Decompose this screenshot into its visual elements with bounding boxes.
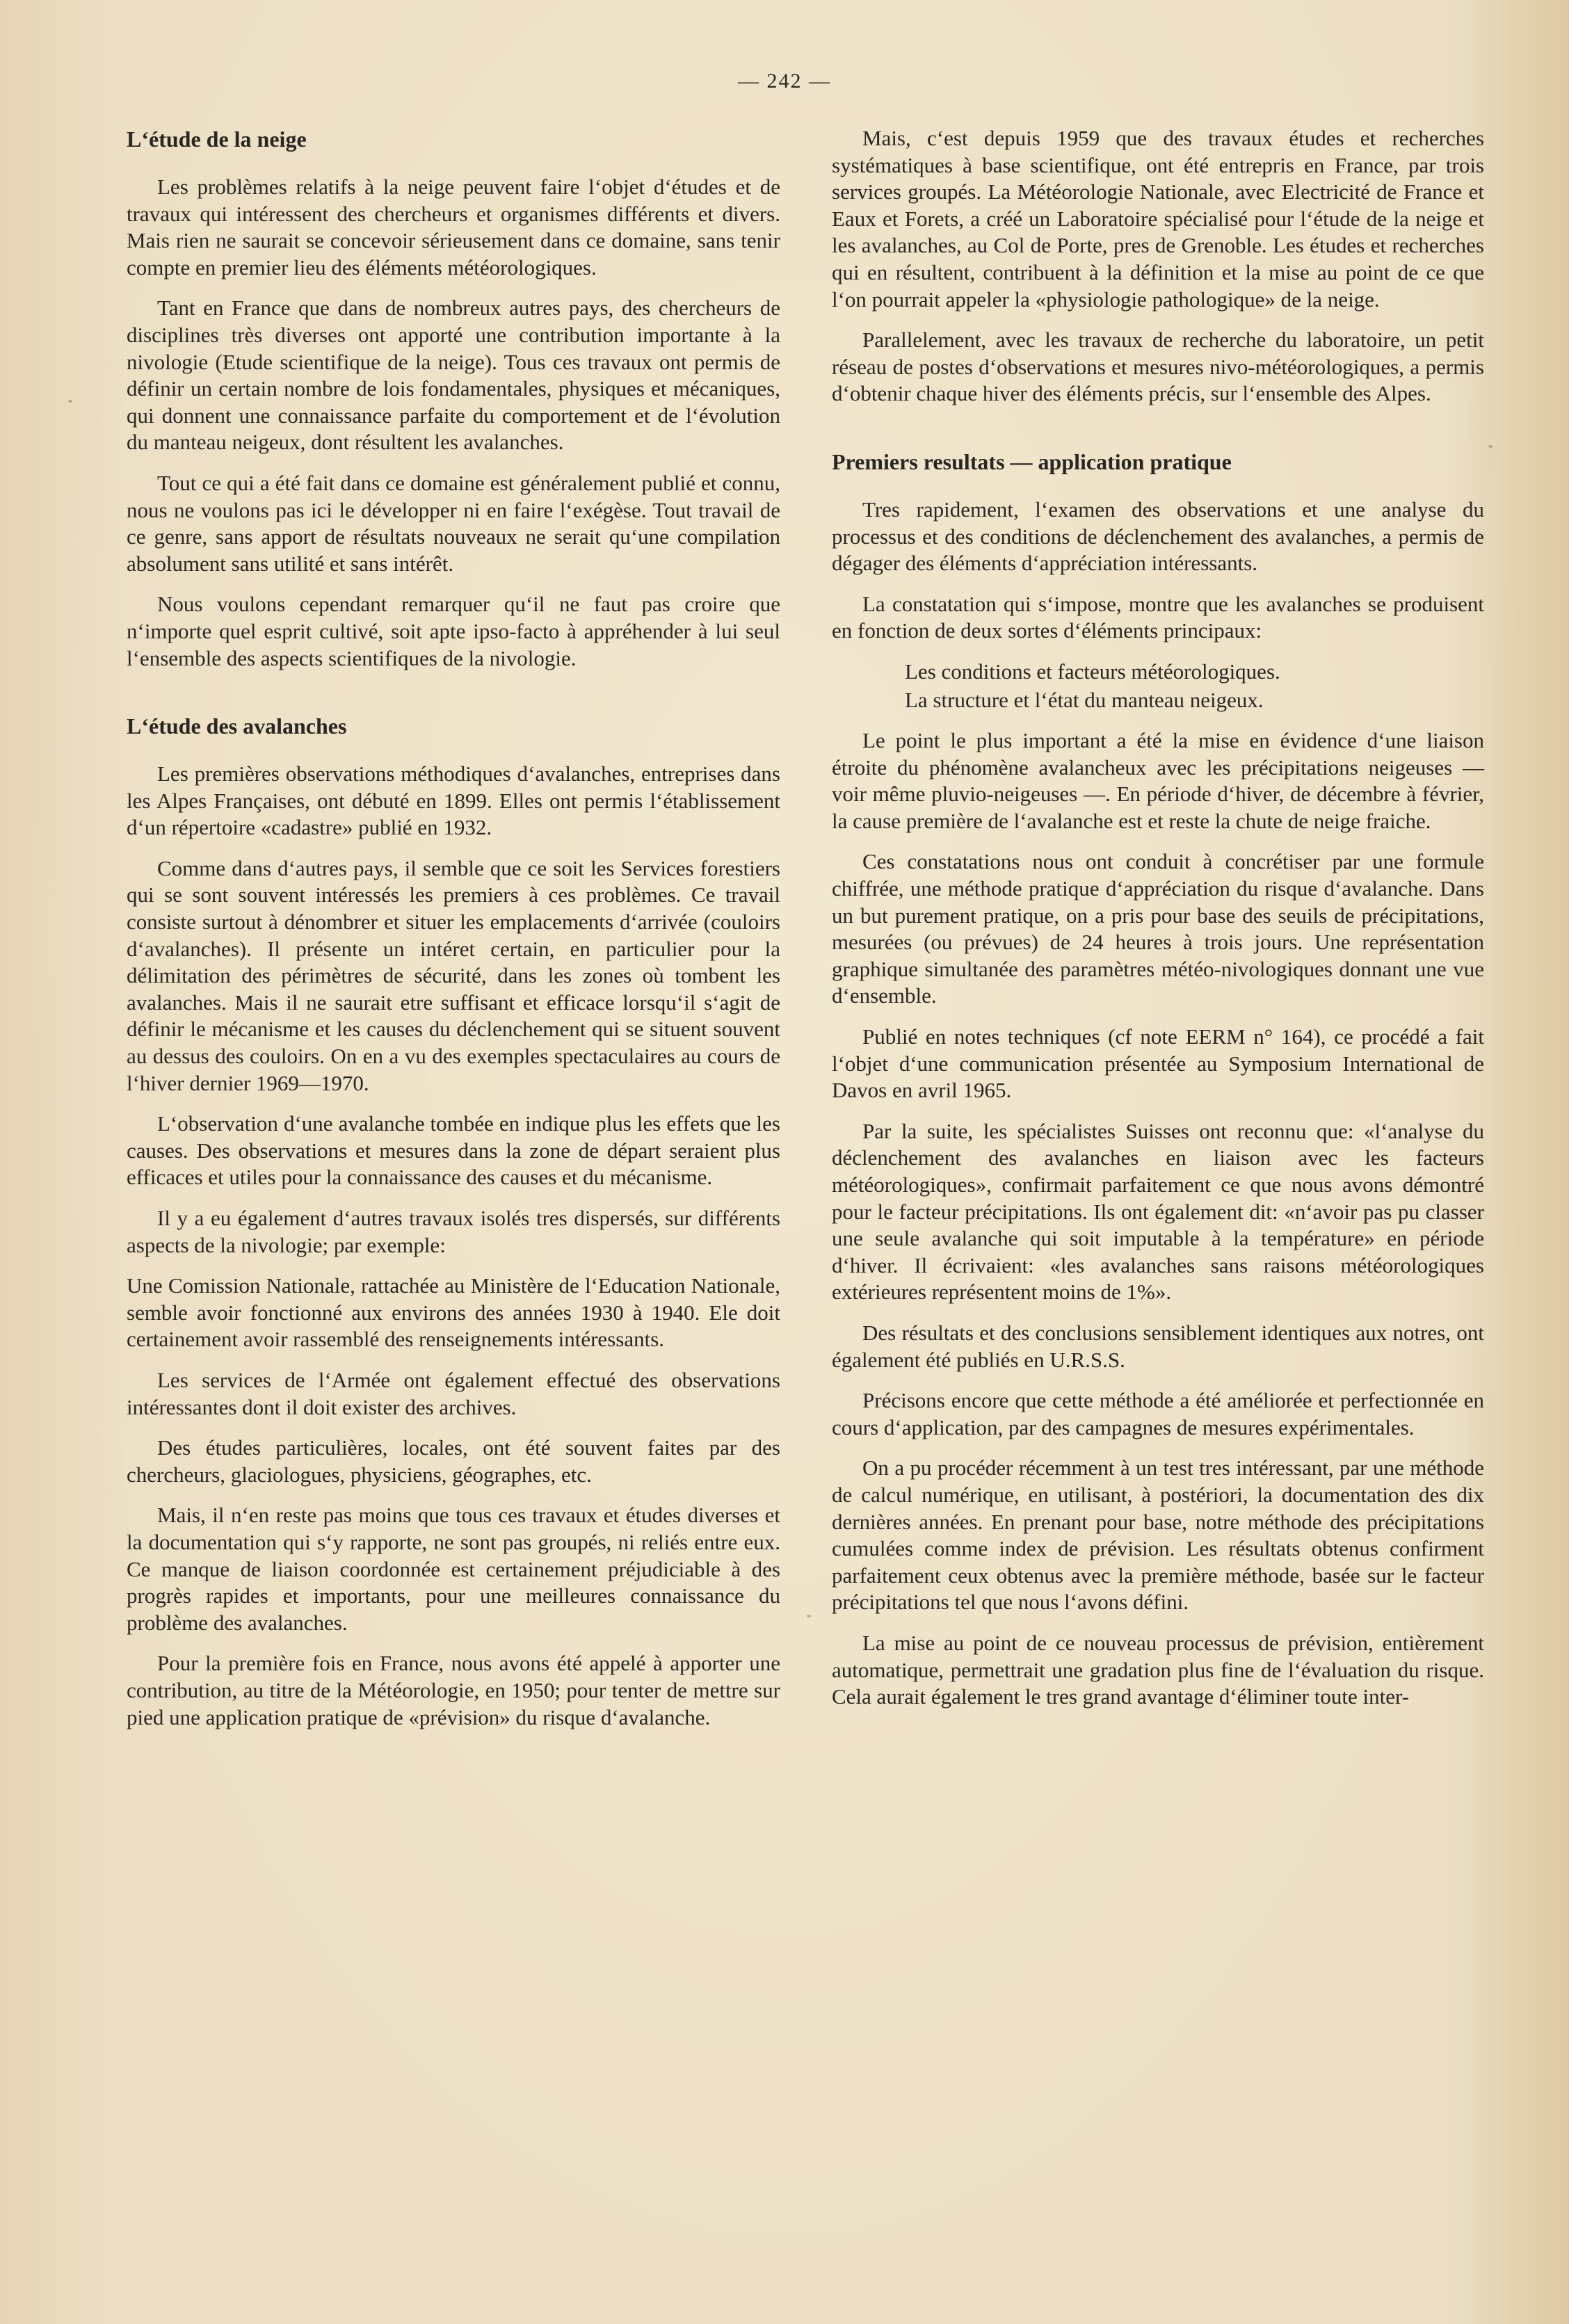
paragraph: Tres rapidement, l‘examen des observations et une analyse du processus et des conditions de déclenchement des avalanches, a permis de dégager des éléments d‘appréciation intéressants. [832,497,1484,576]
paragraph: Mais, c‘est depuis 1959 que des travaux études et recherches systématiques à base scientifique, ont été entrepris en France, par trois services groupés. La Météorologie Nationale, avec Electricité de France et Eaux et Forets, a créé un Laboratoire spécialisé pour l‘étude de la neige et les avalanches, au Col de Porte, pres de Grenoble. Les études et recherches qui en résultent, contribuent à la définition et la mise au point de ce que l‘on pourrait appeler la «physiologie pathologique» de la neige. [832,126,1484,312]
page-number: — 242 — [738,70,831,92]
paragraph: Parallelement, avec les travaux de recherche du laboratoire, un petit réseau de postes d‘observations et mesures nivo-météorologiques, a permis d‘obtenir chaque hiver des éléments précis, sur l‘ensemble des Alpes. [832,328,1484,406]
list-item: La structure et l‘état du manteau neigeux. [905,687,1264,712]
paper-speck [807,1615,811,1617]
section-heading-resultats: Premiers resultats — application pratique [832,449,1232,474]
right-column [832,125,1484,1725]
paragraph: Une Comission Nationale, rattachée au Ministère de l‘Education Nationale, semble avoir fonctionné aux environs des années 1930 à 1940. Ele doit certainement avoir rassemblé des renseignements intéressants. [127,1273,780,1352]
paragraph: Nous voulons cependant remarquer qu‘il ne faut pas croire que n‘importe quel esprit cultivé, soit apte ipso-facto à appréhender à lui seul l‘ensemble des aspects scientifiques de la nivologie. [127,592,780,670]
paragraph: Les services de l‘Armée ont également effectué des observations intéressantes dont il doit exister des archives. [127,1367,780,1419]
paper-speck [68,400,72,403]
paragraph: La constatation qui s‘impose, montre que les avalanches se produisent en fonction de deux sortes d‘éléments principaux: [832,591,1484,643]
paragraph: Le point le plus important a été la mise en évidence d‘une liaison étroite du phénomène avalancheux avec les précipitations neigeuses — voir même pluvio-neigeuses —. En période d‘hiver, de décembre à février, la cause première de l‘avalanche est et reste la chute de neige fraiche. [832,728,1484,833]
paragraph: Par la suite, les spécialistes Suisses ont reconnu que: «l‘analyse du déclenchement des avalanches en liaison avec les facteurs météorologiques», confirmait parfaitement ce que nous avons démontré pour le facteur précipitations. Ils ont également dit: «n‘avoir pas pu classer une seule avalanche qui soit imputable à la température» en période d‘hiver. Il écrivaient: «les avalanches sans raisons météorologiques extérieures représentent moins de 1%». [832,1118,1484,1305]
paragraph: Ces constatations nous ont conduit à concrétiser par une formule chiffrée, une méthode pratique d‘appréciation du risque d‘avalanche. Dans un but purement pratique, on a pris pour base des seuils de précipitations, mesurées (ou prévues) de 24 heures à trois jours. Une représentation graphique simultanée des paramètres météo-nivologiques donnant une vue d‘ensemble. [832,849,1484,1008]
paragraph: Tout ce qui a été fait dans ce domaine est généralement publié et connu, nous ne voulons pas ici le développer ni en faire l‘exégèse. Tout travail de ce genre, sans apport de résultats nouveaux ne serait qu‘une compilation absolument sans utilité et sans intérêt. [127,470,780,576]
paragraph: Tant en France que dans de nombreux autres pays, des chercheurs de disciplines très diverses ont apporté une contribution importante à la nivologie (Etude scientifique de la neige). Tous ces travaux ont permis de définir un certain nombre de lois fondamentales, physiques et mécaniques, qui donnent une connaissance parfaite du comportement et de l‘évolution du manteau neigeux, dont résultent les avalanches. [127,296,780,455]
section-heading-avalanches: L‘étude des avalanches [127,713,347,739]
left-column [127,125,780,1745]
paper-speck [1488,445,1492,448]
paragraph: Précisons encore que cette méthode a été améliorée et perfectionnée en cours d‘application, par des campagnes de mesures expérimentales. [832,1388,1484,1439]
paragraph: Pour la première fois en France, nous avons été appelé à apporter une contribution, au titre de la Météorologie, en 1950; pour tenter de mettre sur pied une application pratique de «prévision» du risque d‘avalanche. [127,1651,780,1729]
paragraph: Comme dans d‘autres pays, il semble que ce soit les Services forestiers qui se sont souvent intéressés les premiers à ces problèmes. Ce travail consiste surtout à dénombrer et situer les emplacements d‘arrivée (couloirs d‘avalanches). Il présente un intéret certain, en particulier pour la délimitation des périmètres de sécurité, dans les zones où tombent les avalanches. Mais il ne saurait etre suffisant et efficace lorsqu‘il s‘agit de définir le mécanisme et les causes du déclenchement qui se situent souvent au dessus des couloirs. On en a vu des exemples spectaculaires au cours de l‘hiver dernier 1969—1970. [127,855,780,1095]
paragraph: On a pu procéder récemment à un test tres intéressant, par une méthode de calcul numérique, en utilisant, à postériori, la documentation des dix dernières années. En prenant pour base, notre méthode des précipitations cumulées comme index de prévision. Les résultats obtenus confirment parfaitement ceux obtenus avec la première méthode, basée sur le facteur précipitations tel que nous l‘avons défini. [832,1455,1484,1615]
list-item: Les conditions et facteurs météorologiques. [905,659,1280,684]
paragraph: Mais, il n‘en reste pas moins que tous ces travaux et études diverses et la documentation qui s‘y rapporte, ne sont pas groupés, ni reliés entre eux. Ce manque de liaison coordonnée est certainement préjudiciable à des progrès rapides et importants, pour une meilleures connaissance du problème des avalanches. [127,1503,780,1635]
paragraph: Les problèmes relatifs à la neige peuvent faire l‘objet d‘études et de travaux qui intéressent des chercheurs et organismes différents et divers. Mais rien ne saurait se concevoir sérieusement dans ce domaine, sans tenir compte en premier lieu des éléments météorologiques. [127,175,780,280]
paragraph: Des résultats et des conclusions sensiblement identiques aux notres, ont également été publiés en U.R.S.S. [832,1320,1484,1372]
section-heading-neige: L‘étude de la neige [127,127,307,152]
paragraph: Des études particulières, locales, ont été souvent faites par des chercheurs, glaciologues, physiciens, géographes, etc. [127,1435,780,1487]
paragraph: L‘observation d‘une avalanche tombée en indique plus les effets que les causes. Des observations et mesures dans la zone de départ seraient plus efficaces et utiles pour la connaissance des causes et du mécanisme. [127,1111,780,1190]
paragraph: Les premières observations méthodiques d‘avalanches, entreprises dans les Alpes Françaises, ont débuté en 1899. Elles ont permis l‘établissement d‘un répertoire «cadastre» publié en 1932. [127,761,780,840]
paragraph: La mise au point de ce nouveau processus de prévision, entièrement automatique, permettrait une gradation plus fine de l‘évaluation du risque. Cela aurait également le tres grand avantage d‘éliminer toute inter- [832,1630,1484,1709]
paragraph: Publié en notes techniques (cf note EERM n° 164), ce procédé a fait l‘objet d‘une communication présentée au Symposium International de Davos en avril 1965. [832,1024,1484,1103]
paragraph: Il y a eu également d‘autres travaux isolés tres dispersés, sur différents aspects de la nivologie; par exemple: [127,1206,780,1257]
